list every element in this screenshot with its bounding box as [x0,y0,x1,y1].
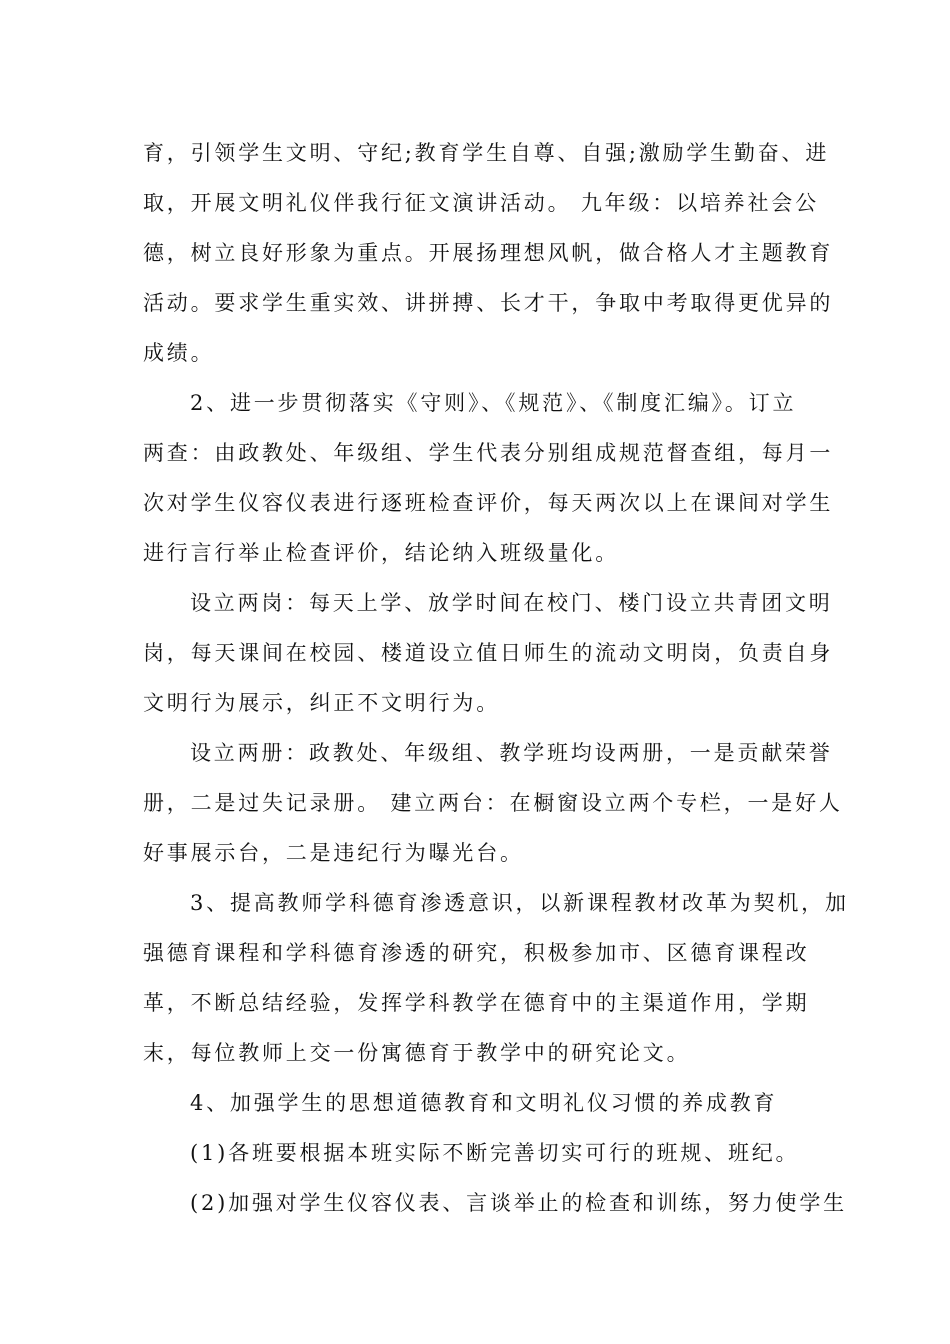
paragraph-start-line: 设立两岗：每天上学、放学时间在校门、楼门设立共青团文明 [190,591,833,615]
text-line: 革，不断总结经验，发挥学科教学在德育中的主渠道作用，学期 [143,991,810,1015]
text-line: 进行言行举止检查评价，结论纳入班级量化。 [143,541,619,565]
list-item-line: (2)加强对学生仪容仪表、言谈举止的检查和训练，努力使学生 [190,1191,847,1215]
text-line: 育，引领学生文明、守纪;教育学生自尊、自强;激励学生勤奋、进 [143,141,830,165]
text-line: 强德育课程和学科德育渗透的研究，积极参加市、区德育课程改 [143,941,810,965]
paragraph-start-line: 3、提高教师学科德育渗透意识，以新课程教材改革为契机，加 [190,891,849,915]
text-line: 岗，每天课间在校园、楼道设立值日师生的流动文明岗，负责自身 [143,641,834,665]
text-line: 册，二是过失记录册。 建立两台：在橱窗设立两个专栏，一是好人 [143,791,843,815]
text-line: 德，树立良好形象为重点。开展扬理想风帆，做合格人才主题教育 [143,241,834,265]
text-line: 好事展示台，二是违纪行为曝光台。 [143,841,524,865]
paragraph-start-line: 4、加强学生的思想道德教育和文明礼仪习惯的养成教育 [190,1091,778,1115]
text-line: 成绩。 [143,341,215,365]
text-line: 活动。要求学生重实效、讲拼搏、长才干，争取中考取得更优异的 [143,291,834,315]
text-line: 末，每位教师上交一份寓德育于教学中的研究论文。 [143,1041,691,1065]
paragraph-start-line: 设立两册：政教处、年级组、教学班均设两册，一是贡献荣誉 [190,741,833,765]
paragraph-start-line: 2、进一步贯彻落实《守则》、《规范》、《制度汇编》。订立 [190,391,797,415]
text-line: 取，开展文明礼仪伴我行征文演讲活动。 九年级：以培养社会公 [143,191,819,215]
list-item-line: (1)各班要根据本班实际不断完善切实可行的班规、班纪。 [190,1141,800,1165]
text-line: 两查：由政教处、年级组、学生代表分别组成规范督查组，每月一 [143,441,834,465]
text-line: 文明行为展示，纠正不文明行为。 [143,691,500,715]
text-line: 次对学生仪容仪表进行逐班检查评价，每天两次以上在课间对学生 [143,491,834,515]
